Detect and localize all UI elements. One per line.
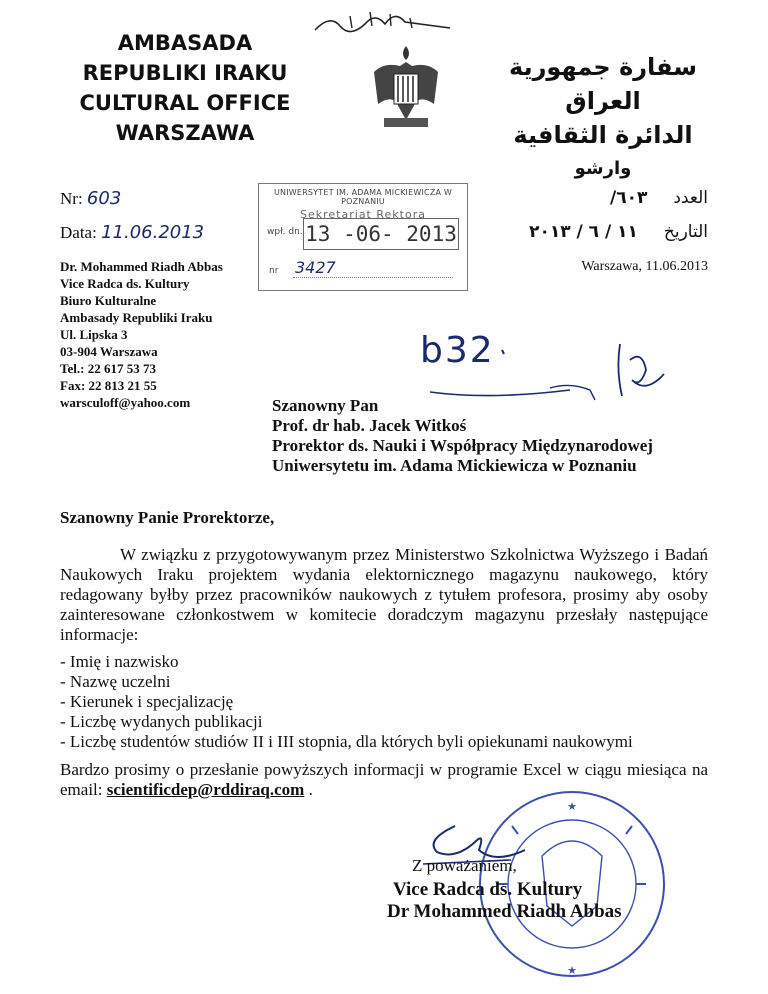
stamp-received-date: 13 -06- 2013 [303, 218, 459, 250]
list-item: - Liczbę wydanych publikacji [60, 712, 263, 731]
registry-stamp [258, 183, 468, 291]
stamp-university: UNIWERSYTET IM. ADAMA MICKIEWICZA W POZNANIU [273, 188, 453, 206]
list-item: - Liczbę studentów studiów II i III stopnia, dla których byli opiekunami naukowymi [60, 732, 633, 751]
handwritten-annotation: b32 [420, 330, 495, 371]
stamp-office: Sekretariat Rektora [300, 208, 426, 221]
closing-paragraph: Bardzo prosimy o przesłanie powyższych informacji w programie Excel w ciągu miesiąca na email: scientificdep@rddiraq.com . [60, 760, 708, 799]
svg-text:★: ★ [567, 964, 577, 977]
svg-text:★: ★ [567, 800, 577, 813]
complimentary-close: Z poważaniem, [412, 856, 517, 875]
requested-info-list [60, 652, 633, 752]
embassy-name-polish: AMBASADA REPUBLIKI IRAKU CULTURAL OFFICE WARSZAWA [79, 31, 291, 145]
stamp-received-label: wpł. dn. [267, 227, 303, 237]
embassy-name-arabic: سفارة جمهورية العراق الدائرة الثقافية وارشو [509, 53, 697, 179]
list-item: - Imię i nazwisko [60, 652, 179, 671]
arabic-reference-number: العدد٦٠٣/ [610, 188, 708, 208]
contact-email-link[interactable]: scientificdep@rddiraq.com [106, 780, 305, 799]
signatory-title: Vice Radca ds. Kultury [393, 879, 583, 900]
reference-date-value: 11.06.2013 [101, 222, 205, 243]
reference-number-value: 603 [86, 188, 122, 209]
stamp-nr-dotted-line [293, 277, 453, 278]
letter-paragraph: W związku z przygotowywanym przez Ministerstwo Szkolnictwa Wyższego i Badań Naukowych Iraku projektem wydania elektornicznego magazynu naukowego, który redagowany byłby przez pracowników naukowych z tytułem profesora, prosimy aby osoby zainteresowane członkostwem w komitecie doradczym magazynu przesłały następujące informacje: [60, 545, 708, 644]
list-item: - Kierunek i specjalizację [60, 692, 234, 711]
place-and-date: Warszawa, 11.06.2013 [581, 259, 708, 274]
recipient-address: Szanowny Pan Prof. dr hab. Jacek Witkoś Prorektor ds. Nauki i Współpracy Międzynarodowej Uniwersytetu im. Adama Mickiewicza w Poznaniu [272, 396, 653, 475]
signatory-name: Dr Mohammed Riadh Abbas [387, 901, 622, 922]
iraq-emblem [370, 42, 442, 132]
stamp-nr-label: nr [269, 266, 279, 276]
reference-date: Data: 11.06.2013 [60, 222, 205, 243]
salutation: Szanowny Panie Prorektorze, [60, 508, 275, 527]
stamp-nr-value: 3427 [295, 258, 336, 277]
sender-address: Dr. Mohammed Riadh Abbas Vice Radca ds. Kultury Biuro Kulturalne Ambasady Republiki Iraku Ul. Lipska 3 03-904 Warszawa Tel.: 22 617 53 73 Fax: 22 813 21 55 warsculoff@yahoo.com [60, 259, 223, 410]
reference-number: Nr: 603 [60, 188, 122, 209]
basmala-calligraphy [310, 6, 460, 36]
arabic-reference-date: التاريخ١١ / ٦ / ٢٠١٣ [529, 222, 708, 242]
list-item: - Nazwę uczelni [60, 672, 171, 691]
